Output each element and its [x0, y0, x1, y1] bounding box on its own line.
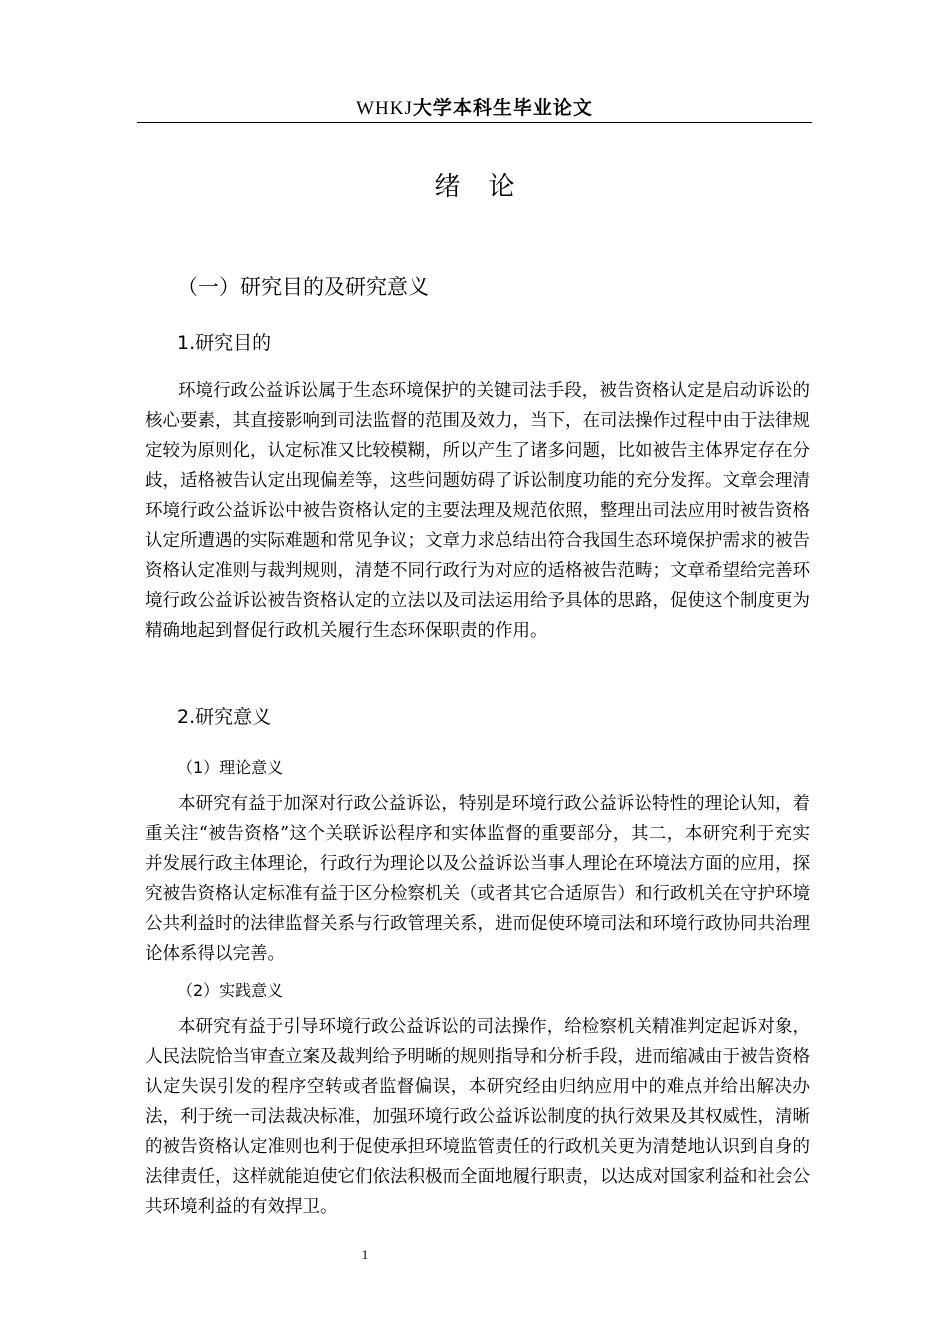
page-header — [137, 96, 812, 121]
practical-significance-heading: （2）实践意义 — [177, 981, 284, 1000]
research-purpose-paragraph: 环境行政公益诉讼属于生态环境保护的关键司法手段，被告资格认定是启动诉讼的核心要素，其直接影响到司法监督的范围及效力，当下，在司法操作过程中由于法律规定较为原则化，认定标准又比较模糊，所以产生了诸多问题，比如被告主体界定存在分歧，适格被告认定出现偏差等，这些问题妨碍了诉讼制度功能的充分发挥。文章会理清环境行政公益诉讼中被告资格认定的主要法理及规范依照，整理出司法应用时被告资格认定所遭遇的实际难题和常见争议；文章力求总结出符合我国生态环境保护需求的被告资格认定准则与裁判规则，清楚不同行政行为对应的适格被告范畴；文章希望给完善环境行政公益诉讼被告资格认定的立法以及司法运用给予具体的思路，促使这个制度更为精确地起到督促行政机关履行生态环保职责的作用。 — [145, 381, 810, 641]
header-thesis-label: 大学本科生毕业论文 — [412, 97, 593, 119]
research-significance-heading: 2.研究意义 — [177, 706, 272, 728]
header-university-code: WHKJ — [356, 98, 413, 119]
chapter-title: 绪论 — [434, 172, 543, 202]
theoretical-significance-paragraph: 本研究有益于加深对行政公益诉讼，特别是环境行政公益诉讼特性的理论认知，着重关注“被告资格”这个关联诉讼程序和实体监督的重要部分，其二，本研究利于充实并发展行政主体理论，行政行为理论以及公益诉讼当事人理论在环境法方面的应用，探究被告资格认定标准有益于区分检察机关（或者其它合适原告）和行政机关在守护环境公共利益时的法律监督关系与行政管理关系，进而促使环境司法和环境行政协同共治理论体系得以完善。 — [145, 794, 810, 964]
page-number: 1 — [361, 1247, 369, 1262]
practical-significance-paragraph: 本研究有益于引导环境行政公益诉讼的司法操作，给检察机关精准判定起诉对象，人民法院恰当审查立案及裁判给予明晰的规则指导和分析手段，进而缩减由于被告资格认定失误引发的程序空转或者监督偏误，本研究经由归纳应用中的难点并给出解决办法，利于统一司法裁决标准，加强环境行政公益诉讼制度的执行效果及其权威性，清晰的被告资格认定准则也利于促使承担环境监管责任的行政机关更为清楚地认识到自身的法律责任，这样就能迫使它们依法积极而全面地履行职责，以达成对国家利益和社会公共环境利益的有效捍卫。 — [145, 1017, 810, 1217]
research-purpose-heading: 1.研究目的 — [177, 332, 272, 354]
theoretical-significance-heading: （1）理论意义 — [177, 758, 284, 777]
header-divider — [137, 122, 812, 123]
section-heading: （一）研究目的及研究意义 — [177, 275, 429, 299]
